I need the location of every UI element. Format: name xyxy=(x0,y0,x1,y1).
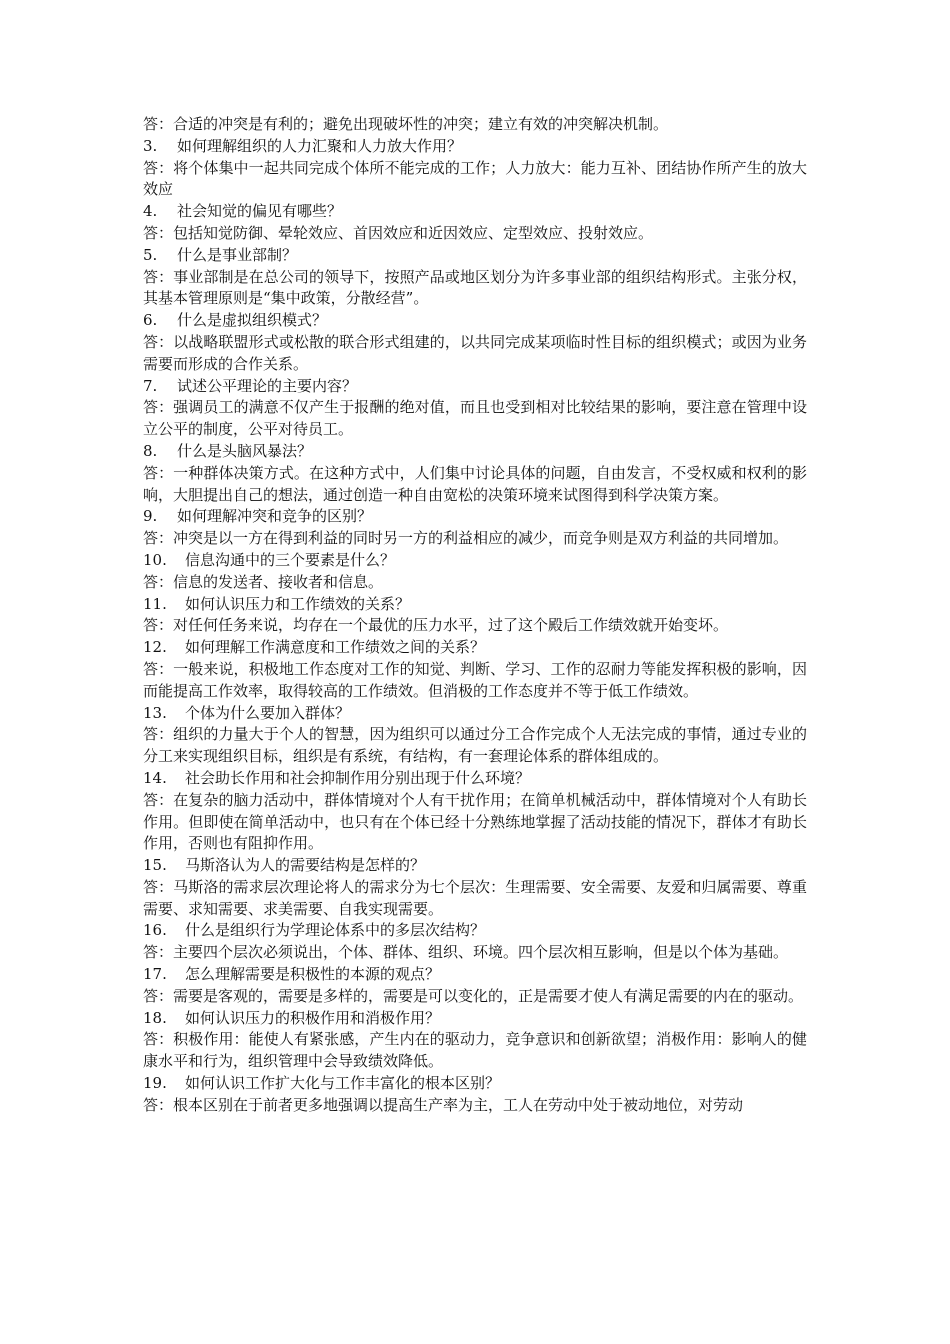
question-text: 如何理解组织的人力汇聚和人力放大作用？ xyxy=(177,136,463,155)
question-text: 如何理解工作满意度和工作绩效之间的关系？ xyxy=(185,638,486,657)
question xyxy=(143,136,807,158)
intro-answer: 答：合适的冲突是有利的；避免出现破坏性的冲突；建立有效的冲突解决机制。 xyxy=(143,115,669,133)
answer: 答：对任何任务来说，均存在一个最优的压力水平，过了这个殿后工作绩效就开始变坏。 xyxy=(143,616,729,635)
question-number: 17. xyxy=(143,965,167,984)
answer: 答：信息的发送者、接收者和信息。 xyxy=(143,572,384,591)
question xyxy=(143,1073,807,1095)
question-number: 19. xyxy=(143,1074,167,1093)
question xyxy=(143,441,807,463)
answer: 答：在复杂的脑力活动中，群体情境对个人有干扰作用；在简单机械活动中，群体情境对个人有助长作用。但即使在简单活动中，也只有在个体已经十分熟练地掌握了活动技能的情况下，群体才有助长作用，否则也有阻抑作用。 xyxy=(143,790,807,853)
question-number: 8. xyxy=(143,441,158,460)
question xyxy=(143,768,807,790)
answer: 答：马斯洛的需求层次理论将人的需求分为七个层次：生理需要、安全需要、友爱和归属需要、尊重需要、求知需要、求美需要、自我实现需要。 xyxy=(143,877,807,918)
question xyxy=(143,594,807,616)
answer: 答：一种群体决策方式。在这种方式中，人们集中讨论具体的问题，自由发言，不受权威和权利的影响，大胆提出自己的想法，通过创造一种自由宽松的决策环境来试图得到科学决策方案。 xyxy=(143,463,807,504)
question-text: 如何认识压力和工作绩效的关系？ xyxy=(185,594,411,613)
answer: 答：事业部制是在总公司的领导下，按照产品或地区划分为许多事业部的组织结构形式。主张分权，其基本管理原则是“集中政策，分散经营”。 xyxy=(143,267,807,308)
question-number: 4. xyxy=(143,202,158,221)
question-text: 试述公平理论的主要内容？ xyxy=(177,376,358,395)
answer: 答：强调员工的满意不仅产生于报酬的绝对值，而且也受到相对比较结果的影响，要注意在管理中设立公平的制度，公平对待员工。 xyxy=(143,398,807,439)
qa-list xyxy=(143,136,807,1117)
question-number: 3. xyxy=(143,136,158,155)
question-number: 11. xyxy=(143,594,167,613)
question-text: 什么是组织行为学理论体系中的多层次结构？ xyxy=(185,921,486,940)
question-number: 13. xyxy=(143,703,167,722)
question-number: 7. xyxy=(143,376,158,395)
question-text: 如何认识压力的积极作用和消极作用？ xyxy=(185,1008,441,1027)
question-number: 18. xyxy=(143,1008,167,1027)
question-number: 9. xyxy=(143,507,158,526)
question-number: 10. xyxy=(143,550,167,569)
question xyxy=(143,245,807,267)
answer: 答：主要四个层次必须说出，个体、群体、组织、环境。四个层次相互影响，但是以个体为基础。 xyxy=(143,943,789,962)
question-number: 12. xyxy=(143,638,167,657)
question xyxy=(143,506,807,528)
question xyxy=(143,550,807,572)
question-text: 个体为什么要加入群体？ xyxy=(185,703,351,722)
question-text: 信息沟通中的三个要素是什么？ xyxy=(185,550,396,569)
answer: 答：将个体集中一起共同完成个体所不能完成的工作；人力放大：能力互补、团结协作所产生的放大效应 xyxy=(143,158,807,199)
question-text: 怎么理解需要是积极性的本源的观点？ xyxy=(185,965,441,984)
question-number: 15. xyxy=(143,856,167,875)
question-text: 什么是事业部制？ xyxy=(177,245,298,264)
answer: 答：冲突是以一方在得到利益的同时另一方的利益相应的减少，而竞争则是双方利益的共同增加。 xyxy=(143,529,789,548)
question xyxy=(143,376,807,398)
question xyxy=(143,1008,807,1030)
question-text: 如何认识工作扩大化与工作丰富化的根本区别？ xyxy=(185,1074,501,1093)
answer: 答：积极作用：能使人有紧张感，产生内在的驱动力，竞争意识和创新欲望；消极作用：影响人的健康水平和行为，组织管理中会导致绩效降低。 xyxy=(143,1030,807,1071)
question xyxy=(143,637,807,659)
question xyxy=(143,703,807,725)
question xyxy=(143,964,807,986)
answer: 答：需要是客观的，需要是多样的，需要是可以变化的，正是需要才使人有满足需要的内在的驱动。 xyxy=(143,986,804,1005)
question xyxy=(143,920,807,942)
question xyxy=(143,855,807,877)
question-text: 什么是虚拟组织模式？ xyxy=(177,311,328,330)
question xyxy=(143,201,807,223)
question-text: 什么是头脑风暴法？ xyxy=(177,441,313,460)
question-number: 16. xyxy=(143,921,167,940)
answer: 答：以战略联盟形式或松散的联合形式组建的，以共同完成某项临时性目标的组织模式；或因为业务需要而形成的合作关系。 xyxy=(143,332,807,373)
question-number: 14. xyxy=(143,768,167,787)
question-text: 社会知觉的偏见有哪些？ xyxy=(177,202,343,221)
question-number: 6. xyxy=(143,311,158,330)
question-number: 5. xyxy=(143,245,158,264)
answer: 答：包括知觉防御、晕轮效应、首因效应和近因效应、定型效应、投射效应。 xyxy=(143,223,654,242)
question-text: 如何理解冲突和竞争的区别？ xyxy=(177,507,373,526)
answer: 答：一般来说，积极地工作态度对工作的知觉、判断、学习、工作的忍耐力等能发挥积极的影响，因而能提高工作效率，取得较高的工作绩效。但消极的工作态度并不等于低工作绩效。 xyxy=(143,659,807,700)
answer: 答：根本区别在于前者更多地强调以提高生产率为主，工人在劳动中处于被动地位，对劳动 xyxy=(143,1095,744,1114)
answer: 答：组织的力量大于个人的智慧，因为组织可以通过分工合作完成个人无法完成的事情，通过专业的分工来实现组织目标，组织是有系统，有结构，有一套理论体系的群体组成的。 xyxy=(143,725,807,766)
question-text: 马斯洛认为人的需要结构是怎样的？ xyxy=(185,856,426,875)
question-text: 社会助长作用和社会抑制作用分别出现于什么环境？ xyxy=(185,768,531,787)
question xyxy=(143,310,807,332)
